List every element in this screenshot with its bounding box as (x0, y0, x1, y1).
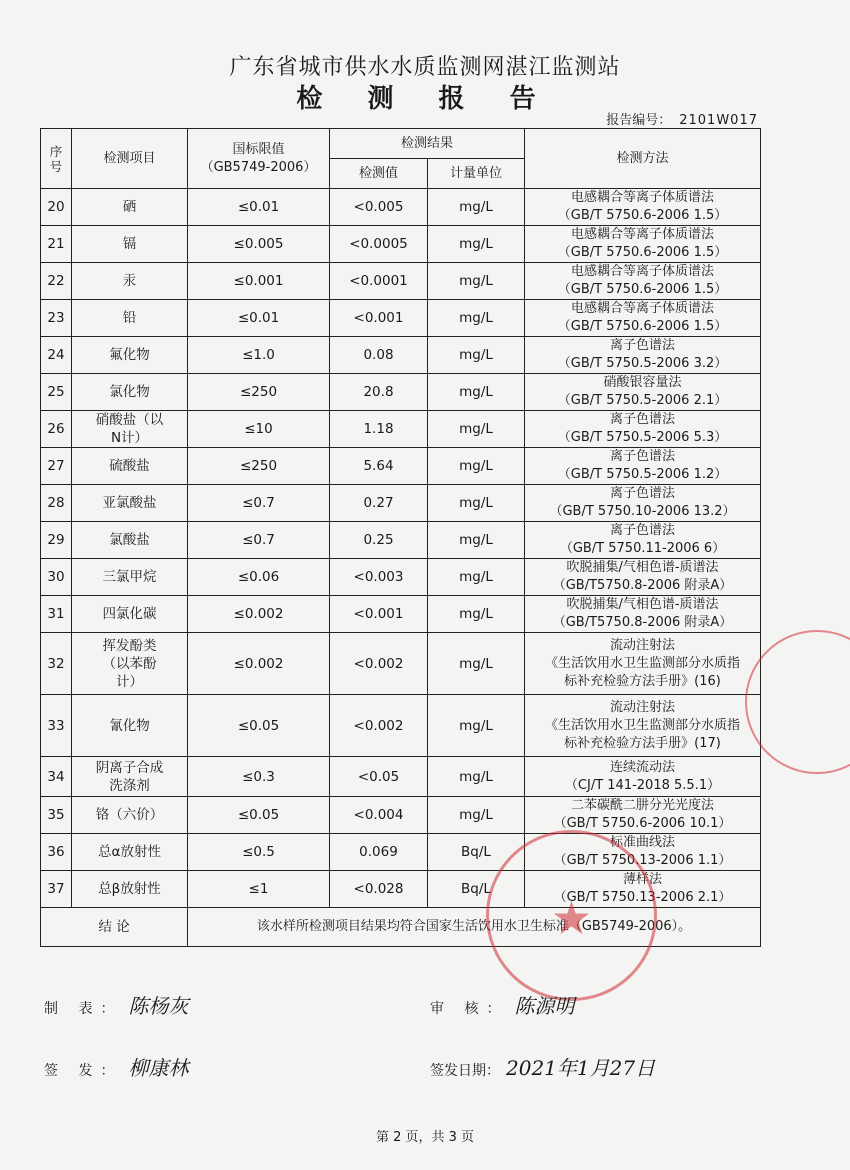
row-item: 硒 (72, 189, 188, 226)
reviewed-label: 审 核： (430, 1001, 509, 1017)
row-number: 32 (41, 633, 72, 695)
row-limit: ≤0.05 (188, 695, 330, 757)
method-line: 吹脱捕集/气相色谱-质谱法 (566, 560, 719, 575)
report-number (606, 109, 758, 128)
row-limit: ≤10 (188, 411, 330, 448)
method-line: 连续流动法 (610, 759, 676, 775)
row-limit: ≤0.01 (188, 189, 330, 226)
row-limit: ≤250 (188, 448, 330, 485)
row-value: <0.028 (330, 871, 428, 908)
row-value: 0.069 (330, 834, 428, 871)
table-row (41, 448, 761, 485)
method-line: （GB/T 5750.5-2006 2.1） (557, 393, 728, 408)
method-line: （CJ/T 141-2018 5.5.1） (564, 777, 721, 793)
row-item: 氟化物 (72, 337, 188, 374)
row-item: 四氯化碳 (72, 596, 188, 633)
page-footer: 第 2 页，共 3 页 (375, 1130, 475, 1145)
method-line: （GB/T 5750.13-2006 1.1） (553, 853, 732, 868)
row-method (525, 596, 761, 633)
method-line: （GB/T 5750.6-2006 1.5） (557, 208, 728, 223)
organization-title: 广东省城市供水水质监测网湛江监测站 (229, 55, 621, 80)
method-line: 《生活饮用水卫生监测部分水质指 (545, 717, 741, 733)
method-line: （GB/T 5750.5-2006 3.2） (557, 356, 728, 371)
row-limit: ≤0.06 (188, 559, 330, 596)
row-item: 氯酸盐 (72, 522, 188, 559)
row-value: <0.002 (330, 695, 428, 757)
table-row (41, 374, 761, 411)
table-row (41, 633, 761, 695)
table-row (41, 559, 761, 596)
row-item: 镉 (72, 226, 188, 263)
header-unit: 计量单位 (428, 159, 525, 189)
row-item: 硫酸盐 (72, 448, 188, 485)
row-unit: mg/L (428, 337, 525, 374)
row-item: 汞 (72, 263, 188, 300)
row-item: 总α放射性 (72, 834, 188, 871)
row-item: 挥发酚类（以苯酚计） (72, 633, 188, 695)
row-value: 5.64 (330, 448, 428, 485)
row-item: 硝酸盐（以N计） (72, 411, 188, 448)
table-row (41, 834, 761, 871)
prepared-label: 制 表： (44, 1001, 123, 1017)
method-line: （GB/T 5750.6-2006 10.1） (553, 816, 732, 831)
report-number-label: 报告编号： (606, 113, 672, 128)
row-item: 亚氯酸盐 (72, 485, 188, 522)
method-line: 离子色谱法 (610, 523, 676, 538)
reviewed-by (430, 990, 574, 1019)
row-value: <0.001 (330, 300, 428, 337)
conclusion-label: 结 论 (41, 908, 188, 947)
method-line: 离子色谱法 (610, 412, 676, 427)
row-method (525, 374, 761, 411)
method-line: 《生活饮用水卫生监测部分水质指 (545, 655, 741, 671)
row-value: <0.005 (330, 189, 428, 226)
header-method: 检测方法 (525, 129, 761, 189)
row-method (525, 189, 761, 226)
row-value: 0.25 (330, 522, 428, 559)
row-value: 0.08 (330, 337, 428, 374)
method-line: 离子色谱法 (610, 338, 676, 353)
method-line: 标补充检验方法手册》(17) (564, 735, 721, 751)
row-method (525, 522, 761, 559)
method-line: （GB/T 5750.13-2006 2.1） (553, 890, 732, 905)
row-number: 31 (41, 596, 72, 633)
table-row (41, 263, 761, 300)
method-line: 流动注射法 (610, 699, 676, 715)
row-method (525, 411, 761, 448)
row-limit: ≤0.002 (188, 633, 330, 695)
row-value: <0.0001 (330, 263, 428, 300)
row-unit: mg/L (428, 374, 525, 411)
table-row (41, 485, 761, 522)
method-line: 标准曲线法 (610, 835, 676, 850)
row-method (525, 695, 761, 757)
row-method (525, 559, 761, 596)
method-line: （GB/T 5750.5-2006 1.2） (557, 467, 728, 482)
row-method (525, 448, 761, 485)
row-value: 20.8 (330, 374, 428, 411)
method-line: 电感耦合等离子体质谱法 (571, 264, 715, 279)
row-unit: mg/L (428, 522, 525, 559)
row-unit: mg/L (428, 485, 525, 522)
row-value: 0.27 (330, 485, 428, 522)
row-item: 阴离子合成洗涤剂 (72, 757, 188, 797)
row-method (525, 263, 761, 300)
method-line: （GB/T 5750.6-2006 1.5） (557, 245, 728, 260)
row-value: 1.18 (330, 411, 428, 448)
row-limit: ≤0.01 (188, 300, 330, 337)
issued-by (44, 1052, 188, 1081)
issue-date-value: 2021年1月27日 (506, 1056, 656, 1080)
row-unit: mg/L (428, 596, 525, 633)
prepared-by (44, 990, 188, 1019)
row-unit: mg/L (428, 226, 525, 263)
reviewed-signature: 陈源明 (514, 994, 575, 1018)
row-unit: mg/L (428, 757, 525, 797)
method-line: 离子色谱法 (610, 486, 676, 501)
results-body (41, 189, 761, 908)
row-unit: mg/L (428, 411, 525, 448)
row-item: 总β放射性 (72, 871, 188, 908)
row-limit: ≤0.7 (188, 522, 330, 559)
row-number: 29 (41, 522, 72, 559)
row-number: 30 (41, 559, 72, 596)
method-line: （GB/T5750.8-2006 附录A） (552, 615, 733, 630)
row-unit: mg/L (428, 695, 525, 757)
row-number: 22 (41, 263, 72, 300)
row-unit: mg/L (428, 797, 525, 834)
row-limit: ≤1 (188, 871, 330, 908)
report-number-value: 2101W017 (679, 113, 758, 128)
row-number: 21 (41, 226, 72, 263)
table-row (41, 226, 761, 263)
header-result: 检测结果 (330, 129, 525, 159)
row-number: 23 (41, 300, 72, 337)
row-limit: ≤0.3 (188, 757, 330, 797)
table-row (41, 695, 761, 757)
issued-signature: 柳康林 (128, 1056, 189, 1080)
row-limit: ≤0.05 (188, 797, 330, 834)
row-number: 27 (41, 448, 72, 485)
table-row (41, 596, 761, 633)
row-method (525, 300, 761, 337)
table-row (41, 411, 761, 448)
issue-date (430, 1052, 655, 1081)
conclusion-text: 该水样所检测项目结果均符合国家生活饮用水卫生标准（GB5749-2006）。 (188, 908, 761, 947)
row-limit: ≤0.002 (188, 596, 330, 633)
header-value: 检测值 (330, 159, 428, 189)
method-line: 电感耦合等离子体质谱法 (571, 227, 715, 242)
method-line: （GB/T 5750.6-2006 1.5） (557, 319, 728, 334)
method-line: 硝酸银容量法 (603, 375, 682, 390)
row-item: 铬（六价） (72, 797, 188, 834)
table-row (41, 189, 761, 226)
row-limit: ≤0.005 (188, 226, 330, 263)
method-line: 电感耦合等离子体质谱法 (571, 190, 715, 205)
row-number: 33 (41, 695, 72, 757)
method-line: （GB/T 5750.5-2006 5.3） (557, 430, 728, 445)
method-line: （GB/T5750.8-2006 附录A） (552, 578, 733, 593)
row-unit: mg/L (428, 300, 525, 337)
row-limit: ≤250 (188, 374, 330, 411)
row-item: 氰化物 (72, 695, 188, 757)
row-number: 25 (41, 374, 72, 411)
row-unit: mg/L (428, 559, 525, 596)
seal-star-icon: ★ (550, 891, 593, 945)
row-number: 37 (41, 871, 72, 908)
method-line: 吹脱捕集/气相色谱-质谱法 (566, 597, 719, 612)
row-number: 28 (41, 485, 72, 522)
method-line: 流动注射法 (610, 637, 676, 653)
method-line: 薄样法 (623, 872, 663, 887)
row-method (525, 797, 761, 834)
method-line: （GB/T 5750.10-2006 13.2） (549, 504, 736, 519)
method-line: 电感耦合等离子体质谱法 (571, 301, 715, 316)
row-value: <0.002 (330, 633, 428, 695)
table-row (41, 522, 761, 559)
table-row (41, 300, 761, 337)
row-number: 26 (41, 411, 72, 448)
row-value: <0.0005 (330, 226, 428, 263)
row-method (525, 757, 761, 797)
header-item: 检测项目 (72, 129, 188, 189)
row-unit: mg/L (428, 448, 525, 485)
row-number: 34 (41, 757, 72, 797)
row-unit: Bq/L (428, 871, 525, 908)
row-value: <0.003 (330, 559, 428, 596)
prepared-signature: 陈杨灰 (128, 994, 189, 1018)
header-limit: 国标限值（GB5749-2006） (188, 129, 330, 189)
issued-label: 签 发： (44, 1063, 123, 1079)
header-seq: 序号 (41, 129, 72, 189)
row-number: 20 (41, 189, 72, 226)
row-value: <0.05 (330, 757, 428, 797)
table-row (41, 797, 761, 834)
method-line: 离子色谱法 (610, 449, 676, 464)
row-value: <0.001 (330, 596, 428, 633)
row-unit: mg/L (428, 189, 525, 226)
row-limit: ≤0.5 (188, 834, 330, 871)
results-table (40, 128, 761, 947)
row-limit: ≤0.001 (188, 263, 330, 300)
issue-date-label: 签发日期： (430, 1063, 500, 1079)
row-unit: mg/L (428, 633, 525, 695)
row-number: 35 (41, 797, 72, 834)
table-row (41, 337, 761, 374)
row-value: <0.004 (330, 797, 428, 834)
method-line: （GB/T 5750.6-2006 1.5） (557, 282, 728, 297)
row-item: 三氯甲烷 (72, 559, 188, 596)
row-number: 36 (41, 834, 72, 871)
table-row (41, 757, 761, 797)
row-method (525, 485, 761, 522)
row-method (525, 337, 761, 374)
row-limit: ≤0.7 (188, 485, 330, 522)
row-item: 铅 (72, 300, 188, 337)
document-title: 检 测 报 告 (296, 84, 554, 114)
method-line: （GB/T 5750.11-2006 6） (559, 541, 726, 556)
row-method (525, 633, 761, 695)
row-item: 氯化物 (72, 374, 188, 411)
row-unit: Bq/L (428, 834, 525, 871)
official-seal (486, 830, 657, 1001)
row-number: 24 (41, 337, 72, 374)
method-line: 二苯碳酰二肼分光光度法 (571, 798, 715, 813)
row-method (525, 226, 761, 263)
row-unit: mg/L (428, 263, 525, 300)
method-line: 标补充检验方法手册》(16) (564, 673, 721, 689)
row-limit: ≤1.0 (188, 337, 330, 374)
